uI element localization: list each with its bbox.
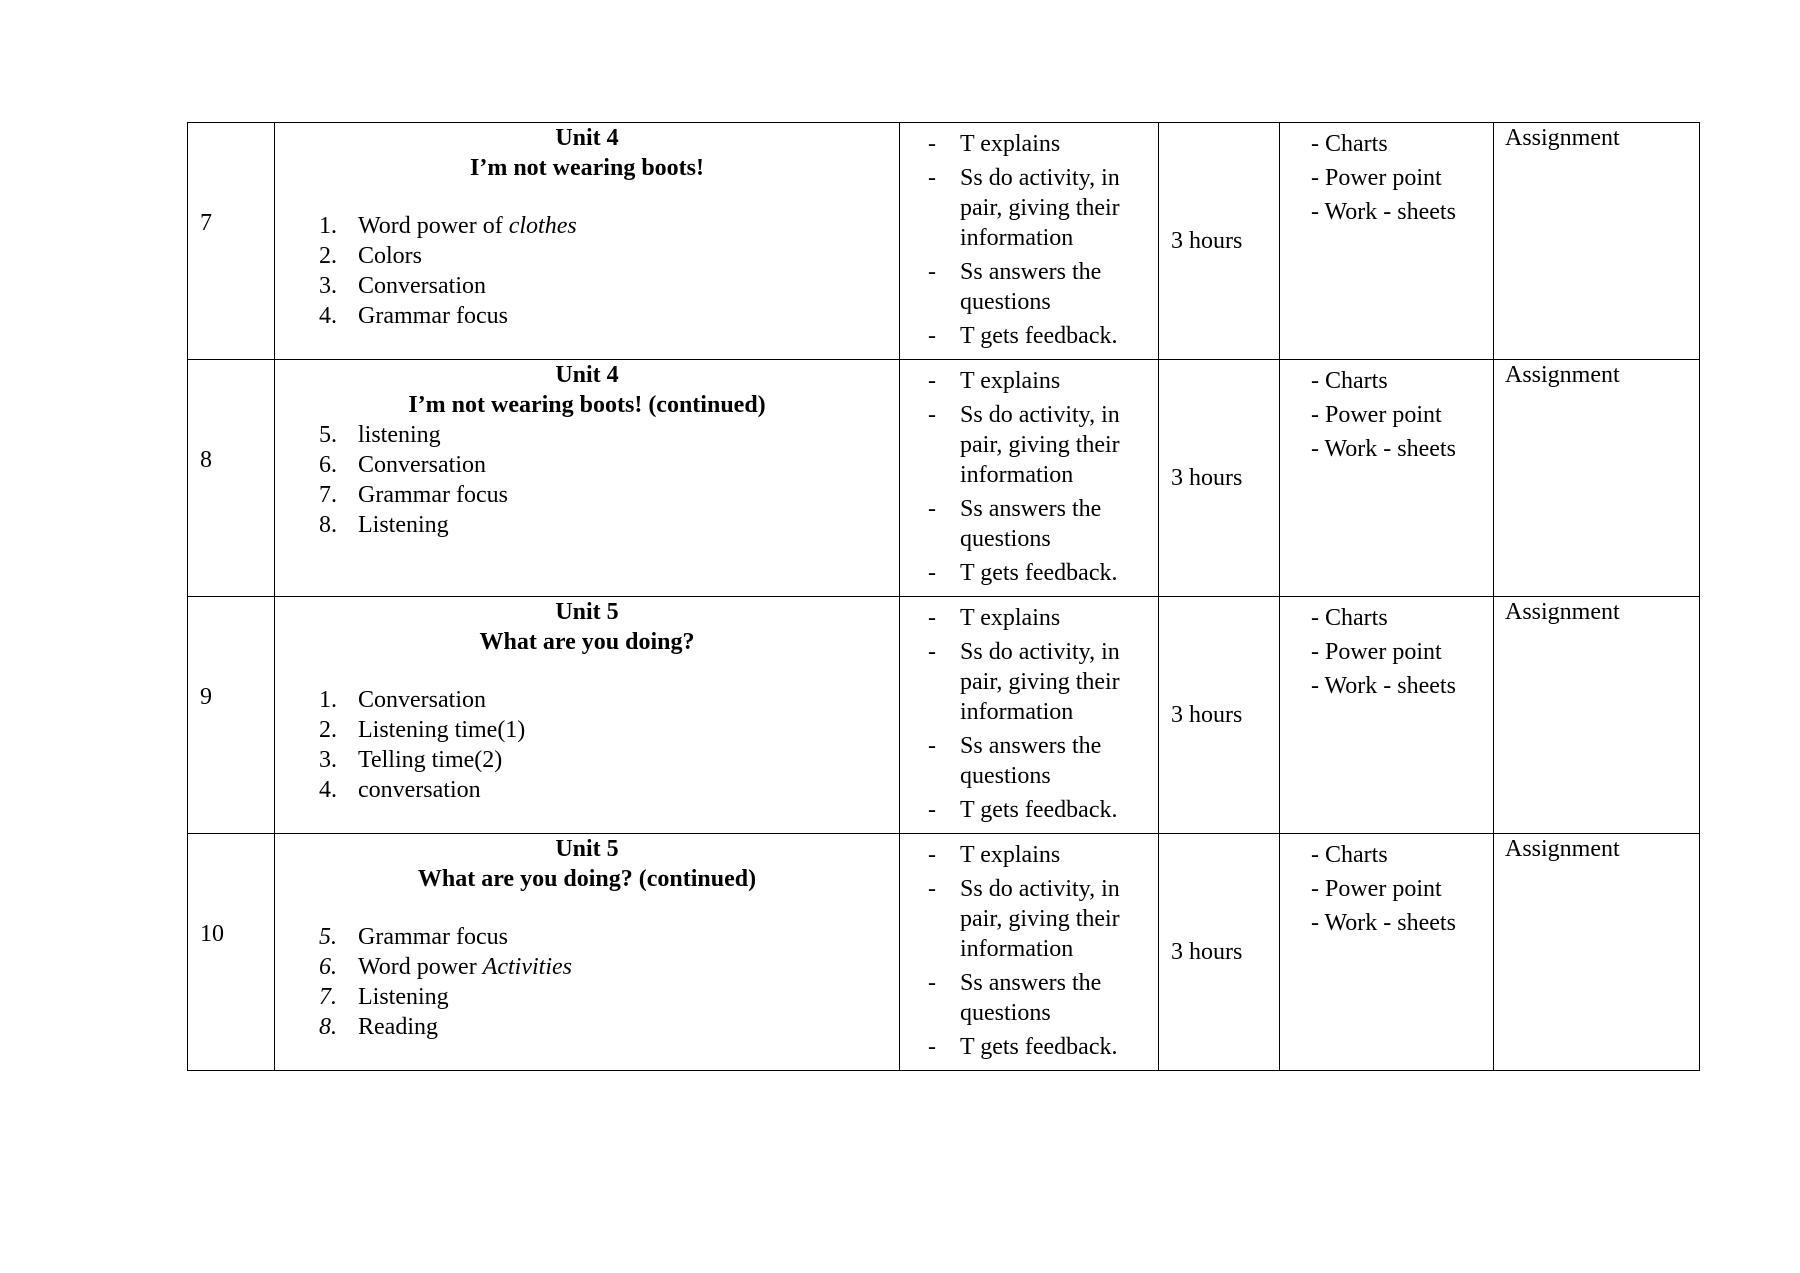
method-text: Ss answers the questions bbox=[960, 496, 1102, 552]
method-item bbox=[928, 874, 1158, 964]
spacer bbox=[275, 183, 899, 211]
aids-list bbox=[1280, 597, 1493, 705]
topic-item bbox=[319, 745, 899, 775]
item-number: 5. bbox=[319, 924, 337, 950]
duration: 3 hours bbox=[1171, 702, 1243, 728]
table-row bbox=[188, 597, 1700, 834]
topic-item bbox=[319, 420, 899, 450]
item-number: 7. bbox=[319, 482, 337, 508]
item-number: 5. bbox=[319, 422, 337, 448]
method-text: T gets feedback. bbox=[960, 560, 1118, 586]
duration-cell bbox=[1159, 834, 1280, 1071]
bullet-dash: - bbox=[928, 970, 936, 996]
aids-list bbox=[1280, 123, 1493, 231]
item-text: Colors bbox=[358, 243, 423, 269]
item-text: listening bbox=[358, 422, 441, 448]
bullet-dash: - bbox=[928, 259, 936, 285]
bullet-dash: - bbox=[928, 733, 936, 759]
bullet-dash: - bbox=[928, 496, 936, 522]
item-number: 6. bbox=[319, 954, 337, 980]
method-list bbox=[900, 360, 1158, 588]
aid-item: - Charts bbox=[1311, 368, 1388, 394]
method-item bbox=[928, 1032, 1158, 1062]
bullet-dash: - bbox=[928, 368, 936, 394]
topic-item bbox=[319, 510, 899, 540]
method-text: T explains bbox=[960, 842, 1061, 868]
item-text: Listening bbox=[358, 512, 449, 538]
item-number: 1. bbox=[319, 687, 337, 713]
item-text: Reading bbox=[358, 1014, 438, 1040]
item-number: 7. bbox=[319, 984, 337, 1010]
item-number: 2. bbox=[319, 717, 337, 743]
item-text: Telling time(2) bbox=[358, 747, 503, 773]
item-text: Grammar focus bbox=[358, 924, 508, 950]
item-text: Conversation bbox=[358, 687, 486, 713]
week-number: 9 bbox=[200, 684, 212, 710]
week-cell bbox=[188, 834, 275, 1071]
bullet-dash: - bbox=[928, 131, 936, 157]
method-text: Ss do activity, in pair, giving their information bbox=[960, 402, 1120, 488]
method-text: T gets feedback. bbox=[960, 323, 1118, 349]
assessment-cell bbox=[1494, 360, 1700, 597]
item-emphasis: Activities bbox=[482, 954, 572, 980]
week-cell bbox=[188, 360, 275, 597]
method-list bbox=[900, 834, 1158, 1062]
method-item bbox=[928, 163, 1158, 253]
duration: 3 hours bbox=[1171, 939, 1243, 965]
bullet-dash: - bbox=[928, 605, 936, 631]
topic-cell bbox=[275, 360, 900, 597]
unit-heading: Unit 5 bbox=[555, 599, 619, 625]
method-text: T gets feedback. bbox=[960, 1034, 1118, 1060]
assessment: Assignment bbox=[1505, 836, 1620, 862]
week-cell bbox=[188, 123, 275, 360]
item-number: 1. bbox=[319, 213, 337, 239]
week-cell bbox=[188, 597, 275, 834]
duration-cell bbox=[1159, 597, 1280, 834]
aid-item: - Power point bbox=[1311, 402, 1442, 428]
unit-heading: Unit 4 bbox=[555, 125, 619, 151]
bullet-dash: - bbox=[928, 560, 936, 586]
bullet-dash: - bbox=[928, 842, 936, 868]
method-item bbox=[928, 257, 1158, 317]
aid-item: - Power point bbox=[1311, 639, 1442, 665]
topic-cell bbox=[275, 834, 900, 1071]
method-text: T explains bbox=[960, 131, 1061, 157]
method-item bbox=[928, 321, 1158, 351]
method-text: Ss answers the questions bbox=[960, 733, 1102, 789]
aids-cell bbox=[1280, 123, 1494, 360]
item-text: Conversation bbox=[358, 273, 486, 299]
topic-item bbox=[319, 241, 899, 271]
method-text: Ss answers the questions bbox=[960, 970, 1102, 1026]
item-text: Listening time(1) bbox=[358, 717, 526, 743]
week-number: 10 bbox=[200, 921, 224, 947]
bullet-dash: - bbox=[928, 1034, 936, 1060]
bullet-dash: - bbox=[928, 639, 936, 665]
bullet-dash: - bbox=[928, 876, 936, 902]
topic-item bbox=[319, 211, 899, 241]
aid-item: - Charts bbox=[1311, 842, 1388, 868]
aids-list bbox=[1280, 834, 1493, 942]
table-row bbox=[188, 834, 1700, 1071]
topic-cell bbox=[275, 597, 900, 834]
method-item bbox=[928, 840, 1158, 870]
item-number: 8. bbox=[319, 1014, 337, 1040]
duration: 3 hours bbox=[1171, 465, 1243, 491]
aids-cell bbox=[1280, 360, 1494, 597]
aid-item: - Work - sheets bbox=[1311, 910, 1456, 936]
method-text: Ss do activity, in pair, giving their information bbox=[960, 165, 1120, 251]
item-number: 4. bbox=[319, 303, 337, 329]
method-text: Ss do activity, in pair, giving their information bbox=[960, 639, 1120, 725]
method-item bbox=[928, 400, 1158, 490]
unit-title: I’m not wearing boots! (continued) bbox=[408, 392, 766, 418]
item-text: Conversation bbox=[358, 452, 486, 478]
spacer bbox=[275, 894, 899, 922]
item-emphasis: clothes bbox=[508, 213, 577, 239]
item-number: 2. bbox=[319, 243, 337, 269]
topic-item bbox=[319, 922, 899, 952]
table-row bbox=[188, 360, 1700, 597]
assessment: Assignment bbox=[1505, 599, 1620, 625]
item-number: 6. bbox=[319, 452, 337, 478]
method-item bbox=[928, 637, 1158, 727]
aid-item: - Power point bbox=[1311, 876, 1442, 902]
topic-item bbox=[319, 271, 899, 301]
topic-list bbox=[275, 420, 899, 540]
aids-list bbox=[1280, 360, 1493, 468]
method-item bbox=[928, 603, 1158, 633]
topic-item bbox=[319, 982, 899, 1012]
method-list bbox=[900, 123, 1158, 351]
duration-cell bbox=[1159, 360, 1280, 597]
aids-cell bbox=[1280, 597, 1494, 834]
method-text: Ss answers the questions bbox=[960, 259, 1102, 315]
method-cell bbox=[900, 360, 1159, 597]
unit-heading: Unit 5 bbox=[555, 836, 619, 862]
method-cell bbox=[900, 834, 1159, 1071]
item-text: Listening bbox=[358, 984, 449, 1010]
method-list bbox=[900, 597, 1158, 825]
week-number: 7 bbox=[200, 210, 212, 236]
method-item bbox=[928, 731, 1158, 791]
bullet-dash: - bbox=[928, 402, 936, 428]
aid-item: - Charts bbox=[1311, 605, 1388, 631]
item-text: Grammar focus bbox=[358, 482, 508, 508]
aid-item: - Power point bbox=[1311, 165, 1442, 191]
unit-title: What are you doing? bbox=[479, 629, 695, 655]
assessment-cell bbox=[1494, 834, 1700, 1071]
method-text: Ss do activity, in pair, giving their information bbox=[960, 876, 1120, 962]
method-item bbox=[928, 968, 1158, 1028]
topic-item bbox=[319, 685, 899, 715]
topic-item bbox=[319, 1012, 899, 1042]
week-number: 8 bbox=[200, 447, 212, 473]
topic-cell bbox=[275, 123, 900, 360]
topic-list bbox=[275, 685, 899, 805]
spacer bbox=[275, 657, 899, 685]
assessment: Assignment bbox=[1505, 362, 1620, 388]
item-text: conversation bbox=[358, 777, 481, 803]
duration-cell bbox=[1159, 123, 1280, 360]
item-text: Word power of clothes bbox=[358, 213, 577, 239]
item-number: 8. bbox=[319, 512, 337, 538]
aid-item: - Work - sheets bbox=[1311, 673, 1456, 699]
assessment-cell bbox=[1494, 123, 1700, 360]
topic-list bbox=[275, 922, 899, 1042]
method-item bbox=[928, 795, 1158, 825]
duration: 3 hours bbox=[1171, 228, 1243, 254]
item-number: 4. bbox=[319, 777, 337, 803]
method-cell bbox=[900, 123, 1159, 360]
unit-title: I’m not wearing boots! bbox=[470, 155, 704, 181]
bullet-dash: - bbox=[928, 323, 936, 349]
assessment-cell bbox=[1494, 597, 1700, 834]
method-item bbox=[928, 494, 1158, 554]
item-number: 3. bbox=[319, 747, 337, 773]
unit-title: What are you doing? (continued) bbox=[417, 866, 757, 892]
assessment: Assignment bbox=[1505, 125, 1620, 151]
method-item bbox=[928, 558, 1158, 588]
item-text: Grammar focus bbox=[358, 303, 508, 329]
topic-item bbox=[319, 775, 899, 805]
aid-item: - Charts bbox=[1311, 131, 1388, 157]
aid-item: - Work - sheets bbox=[1311, 436, 1456, 462]
item-text: Word power Activities bbox=[358, 954, 572, 980]
bullet-dash: - bbox=[928, 797, 936, 823]
unit-heading: Unit 4 bbox=[555, 362, 619, 388]
aid-item: - Work - sheets bbox=[1311, 199, 1456, 225]
method-item bbox=[928, 366, 1158, 396]
method-cell bbox=[900, 597, 1159, 834]
aids-cell bbox=[1280, 834, 1494, 1071]
method-text: T explains bbox=[960, 368, 1061, 394]
topic-item bbox=[319, 715, 899, 745]
table-row bbox=[188, 123, 1700, 360]
topic-item bbox=[319, 301, 899, 331]
topic-item bbox=[319, 952, 899, 982]
item-number: 3. bbox=[319, 273, 337, 299]
topic-item bbox=[319, 450, 899, 480]
method-item bbox=[928, 129, 1158, 159]
topic-list bbox=[275, 211, 899, 331]
method-text: T gets feedback. bbox=[960, 797, 1118, 823]
bullet-dash: - bbox=[928, 165, 936, 191]
method-text: T explains bbox=[960, 605, 1061, 631]
course-plan-table bbox=[187, 122, 1700, 1071]
topic-item bbox=[319, 480, 899, 510]
